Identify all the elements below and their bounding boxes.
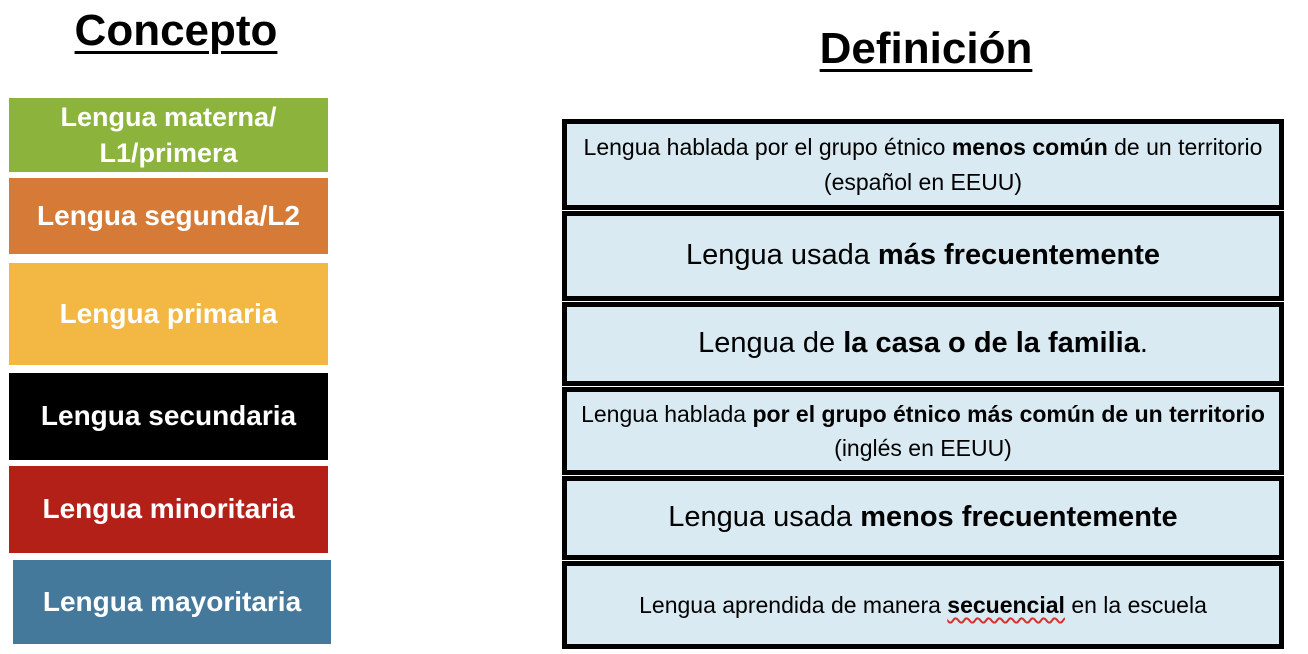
definition-text-pre: Lengua de — [698, 327, 844, 360]
definition-card-4[interactable] — [562, 387, 1284, 475]
concept-card-lengua-minoritaria[interactable] — [9, 466, 328, 553]
concept-label-line2: L1/primera — [99, 138, 238, 168]
definition-text-post: en la escuela — [1064, 591, 1207, 618]
definition-text — [698, 325, 1148, 363]
concept-card-lengua-secundaria[interactable] — [9, 373, 328, 460]
definition-text — [639, 588, 1207, 623]
definition-text-pre: Lengua hablada — [581, 400, 753, 427]
definition-heading: Definición — [819, 24, 1033, 73]
definition-text-post: . — [1139, 327, 1148, 360]
definition-card-5[interactable] — [562, 476, 1284, 560]
concept-label: Lengua segunda/L2 — [37, 199, 300, 231]
concept-label: Lengua minoritaria — [42, 493, 295, 525]
concept-card-lengua-primaria[interactable] — [9, 263, 328, 365]
definition-text-pre: Lengua hablada por el grupo étnico — [583, 134, 952, 160]
definition-card-1[interactable] — [562, 119, 1284, 210]
definition-text-bold: más frecuentemente — [877, 239, 1160, 272]
definition-text — [577, 397, 1269, 466]
definition-text-pre: Lengua usada — [686, 239, 878, 272]
concept-label: Lengua primaria — [59, 297, 278, 329]
definition-text — [577, 130, 1269, 199]
definition-text-post: de un territorio (español en EEUU) — [823, 134, 1263, 195]
definition-text — [686, 237, 1160, 275]
definition-text-bold: la casa o de la familia — [843, 327, 1140, 360]
definition-text-pre: Lengua aprendida de manera — [639, 591, 948, 618]
definition-card-3[interactable] — [562, 302, 1284, 386]
definition-text — [668, 499, 1177, 537]
definition-card-2[interactable] — [562, 211, 1284, 301]
definition-text-post: (inglés en EEUU) — [834, 435, 1012, 461]
definition-text-bold: por el grupo étnico más común de un territorio — [752, 400, 1265, 427]
definition-text-bold: menos común — [951, 134, 1108, 160]
concept-card-lengua-mayoritaria[interactable] — [13, 560, 331, 644]
definition-text-pre: Lengua usada — [668, 501, 861, 534]
definition-text-bold-misspelled: secuencial — [947, 591, 1065, 618]
concept-label-line1: Lengua materna/ — [60, 101, 277, 132]
concept-label: Lengua secundaria — [40, 400, 297, 432]
concept-heading: Concepto — [74, 6, 278, 55]
concept-label: Lengua mayoritaria — [42, 585, 302, 617]
definition-text-bold: menos frecuentemente — [860, 501, 1178, 534]
definition-card-6[interactable] — [562, 561, 1284, 649]
concept-card-lengua-materna[interactable] — [9, 98, 328, 172]
concept-card-lengua-segunda[interactable] — [9, 178, 328, 254]
